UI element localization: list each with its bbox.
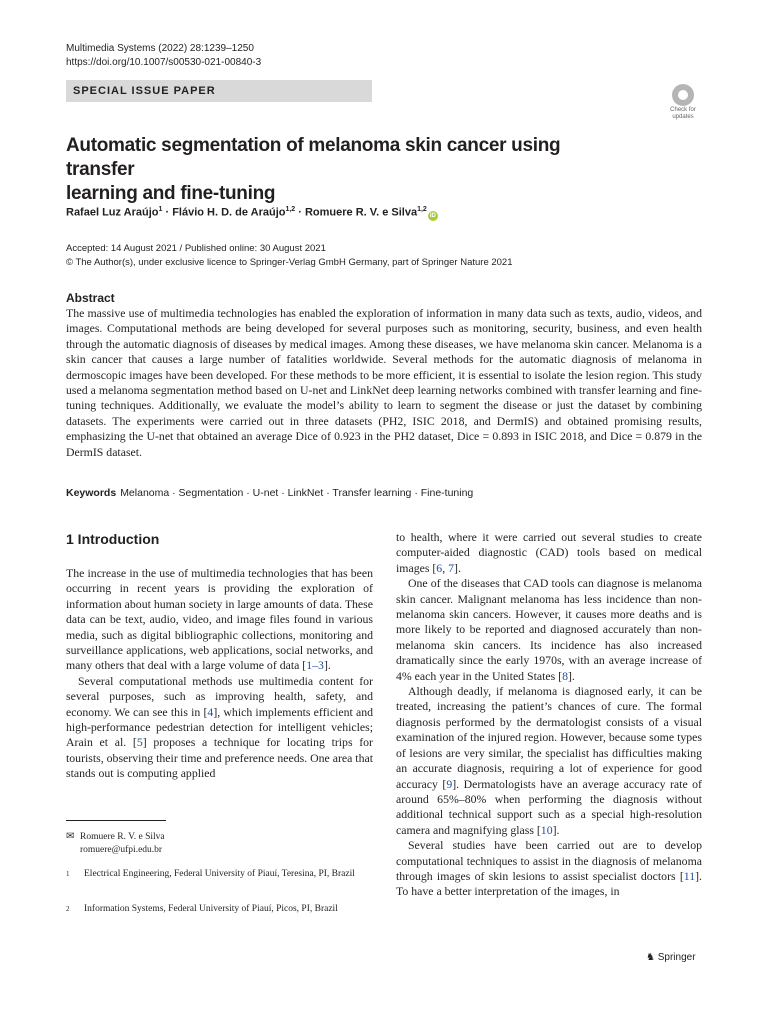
keywords (66, 486, 473, 500)
author-separator: · (295, 206, 305, 219)
keywords-label: Keywords (66, 487, 117, 499)
accepted-published: Accepted: 14 August 2021 / Published online: 30 August 2021 (66, 243, 326, 254)
citation-link[interactable]: 11 (683, 868, 696, 883)
abstract-heading: Abstract (66, 291, 115, 305)
author-name: Flávio H. D. de Araújo (172, 206, 286, 219)
publisher-name: Springer (657, 952, 696, 963)
check-updates-line1: Check for (670, 107, 696, 113)
text-run: ]. To have a better interpretation of the images, in (396, 868, 702, 899)
journal-header (66, 42, 261, 70)
author-name: Romuere R. V. e Silva (304, 206, 418, 219)
text-run: ] proposes a technique for locating trips for tourists, observing their time and preference needs. One area that stands out is computing applied (66, 735, 373, 781)
text-run: Several computational methods use multimedia content for several purposes, such as improving health, safety, and economy. We can see this in [ (66, 673, 373, 719)
author-name: Rafael Luz Araújo (66, 206, 159, 219)
contact-email[interactable]: romuere@ufpi.edu.br (80, 845, 163, 855)
abstract-body: The massive use of multimedia technologies has enabled the exploration of information in many data such as texts, audio, videos, and images. Computational methods are being developed for several purposes such as monitoring, security, business, and even health through the automatic diagnosis of diseases by medical images. Among these diseases, we have melanoma skin cancer. Melanoma is a skin cancer that causes a large number of fatalities worldwide. Several methods for the automatic diagnosis of melanoma in dermoscopic images have been developed. For these methods to be more efficient, it is essential to isolate the lesion region. This study used a melanoma segmentation method based on U-net and LinkNet deep learning networks combined with transfer learning and fine-tuning techniques. Additionally, we evaluate the model’s ability to learn to segment the disease or just the dataset by combining datasets. The experiments were carried out in three datasets (PH2, ISIC 2018, and DermIS) and obtained promising results, emphasizing the U-net that obtained an average Dice of 0.923 in the PH2 dataset, Dice = 0.893 in ISIC 2018, and Dice = 0.879 in the DermIS dataset. (66, 306, 702, 459)
check-updates-line2: updates (672, 114, 694, 120)
springer-horse-icon: ♞ (646, 952, 655, 963)
citation-link[interactable]: 6 (436, 560, 443, 575)
special-issue-banner: SPECIAL ISSUE PAPER (66, 80, 372, 102)
text-run: , (442, 560, 449, 575)
envelope-icon: ✉ (66, 831, 75, 842)
paragraph (66, 566, 373, 674)
footnote-text: Electrical Engineering, Federal University of Piauí, Teresina, PI, Brazil (84, 869, 355, 879)
text-run: to health, where it were carried out several studies to create computer-aided diagnostic (CAD) tools based on medical images [ (396, 530, 702, 575)
footnote-number: 1 (66, 870, 70, 878)
citation-link[interactable]: 10 (540, 822, 553, 837)
section-heading-introduction: 1 Introduction (66, 531, 160, 547)
right-column (396, 530, 702, 900)
text-run: The increase in the use of multimedia technologies that has been occurring in recent years is providing the exploration of information about human society in large amounts of data. These data can be text, audio, video, and image files found in various media, such as digital bibliographic collections, monitoring and surveillance applications, web applications, social networks, and many others that deal with a large volume of data [ (66, 566, 373, 673)
citation-link[interactable]: 1–3 (306, 658, 324, 673)
footnote-number: 2 (66, 905, 70, 913)
text-run: One of the diseases that CAD tools can diagnose is melanoma skin cancer. Malignant melanoma has less incidence than non-melanoma skin cancers. However, it causes more deaths and is more likely to be reported and diagnosed accurately than non-melanoma skin cancers. Its incidence has also increased dramatically since the early 1970s, with an average increase of 4% each year in the United States [ (396, 576, 702, 683)
citation-link[interactable]: 4 (207, 704, 214, 719)
publication-dates (66, 242, 513, 270)
citation-link[interactable]: 5 (136, 735, 143, 750)
affiliation-2 (66, 903, 366, 916)
copyright-line: © The Author(s), under exclusive licence to Springer-Verlag GmbH Germany, part of Springer Nature 2021 (66, 257, 513, 268)
check-updates-icon (672, 84, 694, 106)
citation-link[interactable]: 8 (562, 668, 568, 683)
title-line-1: Automatic segmentation of melanoma skin cancer using transfer (66, 135, 561, 180)
text-run: ]. (567, 668, 575, 683)
text-run: ]. Dermatologists have an average accuracy rate of around 65%–80% when performing the diagnosis without additional technical support such as a special high-resolution camera and magnifying glass [ (396, 776, 702, 837)
footnote-divider (66, 820, 166, 821)
author-affiliation: 1,2 (285, 206, 296, 213)
check-for-updates-badge[interactable] (664, 84, 702, 124)
keywords-list: Melanoma · Segmentation · U-net · LinkNet · Transfer learning · Fine-tuning (120, 487, 474, 499)
text-run: ], which implements efficient and high-performance pedestrian detection for intelligent vehicles; Arain et al. [ (66, 704, 373, 750)
text-run: Several studies have been carried out are to develop computational techniques to assist in the diagnosis of melanoma through images of skin lesions to assist specialist doctors [ (396, 838, 702, 883)
footnote-text: Information Systems, Federal University of Piauí, Picos, PI, Brazil (84, 904, 338, 914)
author-separator: · (162, 206, 173, 219)
author-affiliation: 1,2 (417, 206, 427, 213)
author-list (66, 202, 438, 221)
paragraph (396, 838, 702, 900)
contact-name: Romuere R. V. e Silva (80, 832, 165, 842)
text-run: Although deadly, if melanoma is diagnosed early, it can be treated, increasing the patient’s chances of cure. The formal diagnosis performed by the dermatologist consists of a visual examination of the injured region. However, because some types of lesions are very similar, the specialist has difficulties making an accurate diagnosis, requiring a lot of experience for good accuracy [ (396, 684, 702, 791)
doi-link[interactable]: https://doi.org/10.1007/s00530-021-00840-3 (66, 57, 262, 68)
paragraph (396, 530, 702, 576)
journal-citation: Multimedia Systems (2022) 28:1239–1250 (66, 43, 254, 54)
paper-title (66, 134, 626, 206)
publisher-logo (646, 952, 696, 963)
affiliation-1 (66, 868, 366, 881)
paragraph (396, 684, 702, 838)
title-line-2: learning and fine-tuning (66, 183, 276, 204)
orcid-icon[interactable]: iD (429, 212, 436, 219)
left-column (66, 566, 373, 782)
text-run: ]. (552, 822, 560, 837)
text-run: ]. (454, 560, 461, 575)
author-affiliation: 1 (158, 206, 163, 213)
paragraph (396, 576, 702, 684)
text-run: ]. (323, 658, 331, 673)
citation-link[interactable]: 7 (448, 560, 455, 575)
corresponding-author (66, 830, 366, 857)
citation-link[interactable]: 9 (446, 776, 453, 791)
paragraph (66, 674, 373, 782)
